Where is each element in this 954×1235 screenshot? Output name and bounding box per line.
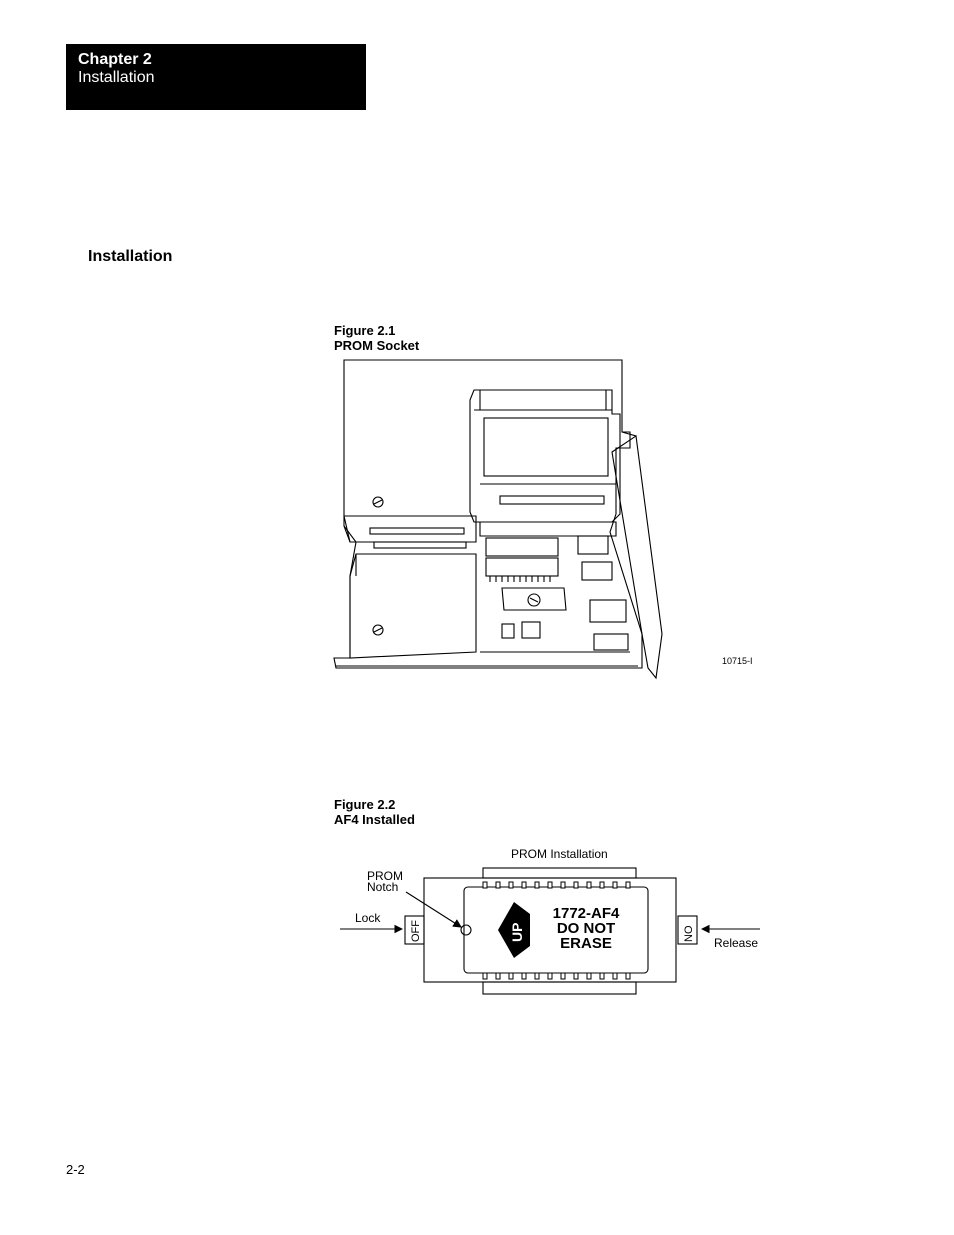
figure-2-title: AF4 Installed	[334, 812, 415, 827]
prom-notch	[461, 925, 471, 935]
lock-label: Lock	[355, 911, 381, 925]
figure-1-title: PROM Socket	[334, 338, 420, 353]
figure-1-caption	[334, 323, 419, 353]
up-label: UP	[509, 922, 525, 942]
chip-label-line1: 1772-AF4	[552, 905, 620, 922]
prom-notch-label-line2: Notch	[367, 880, 399, 894]
chapter-number: Chapter 2	[78, 51, 152, 68]
prom-socket-figure	[330, 356, 760, 682]
on-label: NO	[683, 925, 695, 942]
af4-installed-figure	[330, 838, 770, 1004]
prom-notch-label-line1: PROM	[367, 869, 403, 883]
socket-top-edge	[483, 868, 636, 878]
left-block	[350, 554, 476, 658]
prom-window	[484, 418, 608, 476]
figure-2-caption	[334, 797, 415, 827]
chip-label-line3: ERASE	[560, 935, 612, 952]
off-label: OFF	[410, 920, 422, 942]
chapter-title: Installation	[78, 69, 155, 86]
figure-1-number: Figure 2.1	[334, 323, 396, 338]
figure-1-ref: 10715-I	[722, 656, 753, 666]
socket-bottom-edge	[483, 982, 636, 994]
page-number: 2-2	[66, 1162, 85, 1177]
socket-body	[424, 878, 676, 982]
chip-label-line2: DO NOT	[556, 920, 616, 937]
prom-installation-label: PROM Installation	[511, 847, 608, 861]
section-heading: Installation	[88, 248, 173, 265]
release-label: Release	[714, 936, 759, 950]
figure-2-number: Figure 2.2	[334, 797, 396, 812]
left-plate	[344, 516, 476, 542]
chapter-header	[66, 44, 366, 110]
